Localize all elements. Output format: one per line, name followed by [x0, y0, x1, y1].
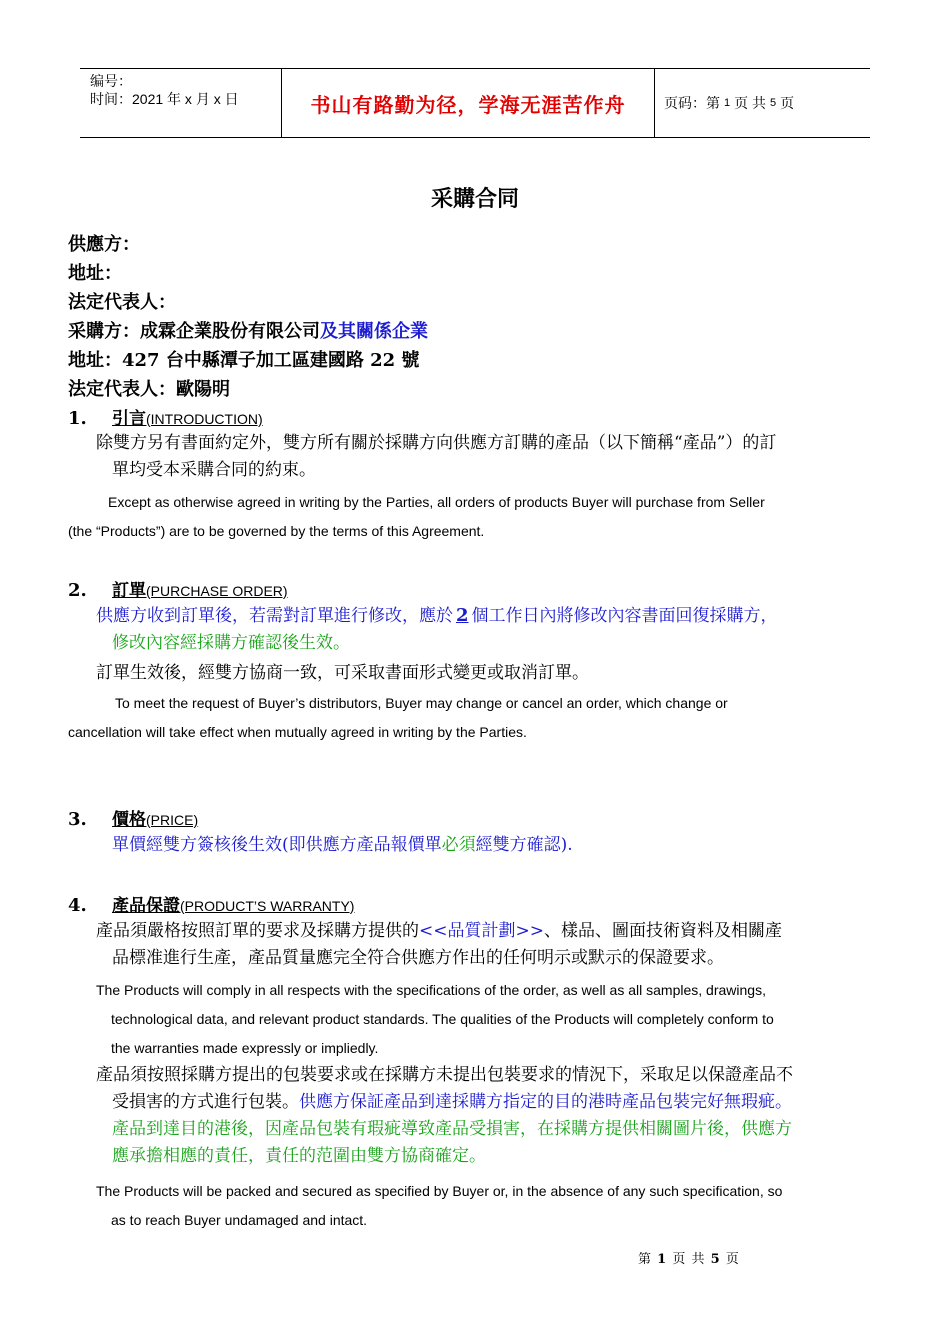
section-1-zh-line1: 除雙方另有書面約定外，雙方所有關於採購方向供應方訂購的產品（以下簡稱“產品”）的訂	[96, 433, 777, 453]
supplier-label: 供應方：	[68, 234, 140, 255]
section-3-title-zh: 價格	[112, 810, 146, 830]
section-1-en-line2: (the “Products”) are to be governed by the terms of this Agreement.	[68, 523, 485, 539]
footer-prefix: 第	[638, 1252, 653, 1267]
section-1-body-zh	[96, 430, 884, 484]
section-3-body	[112, 832, 884, 859]
section-4-p2-blue: 供應方保証產品到達採購方指定的目的港時產品包裝完好無瑕疵。	[299, 1092, 792, 1112]
footer-total: 5	[710, 1252, 721, 1267]
section-1-number: 1.	[68, 408, 87, 429]
footer-current: 1	[657, 1252, 668, 1267]
header-page-prefix: 页码：第	[664, 95, 720, 111]
buyer-affiliates: 及其關係企業	[320, 321, 428, 342]
section-3-blue-b: 經雙方確認).	[475, 835, 573, 855]
section-4-number: 4.	[68, 895, 87, 916]
section-1-en-line1: Except as otherwise agreed in writing by the Parties, all orders of products Buyer will purchase from Seller	[108, 494, 765, 510]
section-4-para-2	[96, 1062, 884, 1170]
section-2-days: 2	[456, 605, 469, 626]
section-4-p2-a: 受損害的方式進行包裝。	[112, 1092, 299, 1112]
section-4-heading	[68, 891, 354, 916]
buyer-name: 采購方：成霖企業股份有限公司	[68, 321, 320, 342]
section-2-title-zh: 訂單	[112, 581, 146, 601]
section-4-p2-line2	[96, 1089, 884, 1116]
section-1-heading	[68, 404, 263, 429]
section-4-p2-green1: 產品到達目的港後，因產品包裝有瑕疵導致產品受損害，在採購方提供相關圖片後，供應方	[112, 1119, 792, 1139]
section-4-en1-line3: the warranties made expressly or impliedly.	[111, 1040, 379, 1056]
section-4-p1-line2: 品標准進行生產，產品質量應完全符合供應方作出的任何明示或默示的保證要求。	[112, 948, 724, 968]
header-number: 编号：	[90, 73, 132, 89]
section-4-title-en: (PRODUCT’S WARRANTY)	[180, 898, 355, 914]
section-4-title-zh: 產品保證	[112, 896, 180, 916]
header-page-suffix: 页	[780, 95, 795, 111]
section-2-plain-line: 訂單生效後，經雙方協商一致，可采取書面形式變更或取消訂單。	[96, 663, 589, 683]
supplier-address: 地址：	[68, 263, 122, 284]
section-4-p2-line1: 產品須按照採購方提出的包裝要求或在採購方未提出包裝要求的情況下，采取足以保證產品不	[96, 1065, 793, 1085]
header-page-total: 5	[770, 97, 777, 109]
section-4-en1-line1: The Products will comply in all respects with the specifications of the order, as well as all samples, drawings,	[96, 982, 766, 998]
section-4-para-1	[96, 918, 884, 972]
section-4-p1-b: 、樣品、圖面技術資料及相關產	[543, 921, 782, 941]
buyer-rep: 法定代表人：歐陽明	[68, 379, 230, 400]
header-motto-cell	[281, 69, 655, 137]
section-2-heading	[68, 576, 288, 601]
section-3-number: 3.	[68, 809, 87, 830]
buyer-address: 地址：427 台中縣潭子加工區建國路 22 號	[68, 350, 420, 371]
header-page-cell	[654, 69, 870, 137]
section-3-title-en: (PRICE)	[146, 812, 199, 828]
section-1-title-zh: 引言	[112, 409, 146, 429]
footer-mid: 页 共	[672, 1252, 706, 1267]
section-2-blue-a: 供應方收到訂單後，若需對訂單進行修改，應於	[96, 606, 453, 626]
page-header	[80, 68, 870, 138]
section-2-en-line1: To meet the request of Buyer’s distributors, Buyer may change or cancel an order, which change or	[115, 695, 728, 711]
footer-suffix: 页	[725, 1252, 740, 1267]
header-date: 时间：2021 年 x 月 x 日	[90, 91, 239, 107]
section-1-zh-line2: 單均受本采購合同的約束。	[112, 460, 316, 480]
section-2-green-line: 修改內容經採購方確認後生效。	[112, 633, 350, 653]
section-3-green-mid: 必須	[441, 835, 476, 855]
header-left-cell	[80, 69, 280, 137]
supplier-rep: 法定代表人：	[68, 292, 176, 313]
section-2-en-line2: cancellation will take effect when mutually agreed in writing by the Parties.	[68, 724, 527, 740]
section-4-en2-line2: as to reach Buyer undamaged and intact.	[111, 1212, 368, 1228]
section-2-body-zh	[96, 602, 884, 657]
section-4-p1-a: 產品須嚴格按照訂單的要求及採購方提供的	[96, 921, 419, 941]
section-1-title-en: (INTRODUCTION)	[146, 411, 263, 427]
header-page-mid: 页 共	[734, 95, 767, 111]
document-title: 采購合同	[430, 186, 519, 212]
section-3-blue-a: 單價經雙方簽核後生效(即供應方產品報價單	[112, 835, 442, 855]
section-2-title-en: (PURCHASE ORDER)	[146, 583, 288, 599]
page-footer	[638, 1248, 740, 1267]
header-motto: 书山有路勤为径，学海无涯苦作舟	[310, 92, 626, 117]
section-4-p2-green2: 應承擔相應的責任，責任的范圍由雙方協商確定。	[112, 1146, 486, 1166]
section-2-blue-b: 個工作日內將修改內容書面回復採購方，	[471, 606, 778, 626]
buyer-line	[68, 317, 428, 343]
section-4-en2-line1: The Products will be packed and secured as specified by Buyer or, in the absence of any such specification, so	[96, 1183, 783, 1199]
section-4-en1-line2: technological data, and relevant product standards. The qualities of the Products will completely conform to	[111, 1011, 774, 1027]
section-4-quality-plan: <<品質計劃>>	[419, 921, 544, 941]
section-3-heading	[68, 805, 198, 830]
section-2-number: 2.	[68, 580, 87, 601]
header-page-current: 1	[724, 97, 731, 109]
